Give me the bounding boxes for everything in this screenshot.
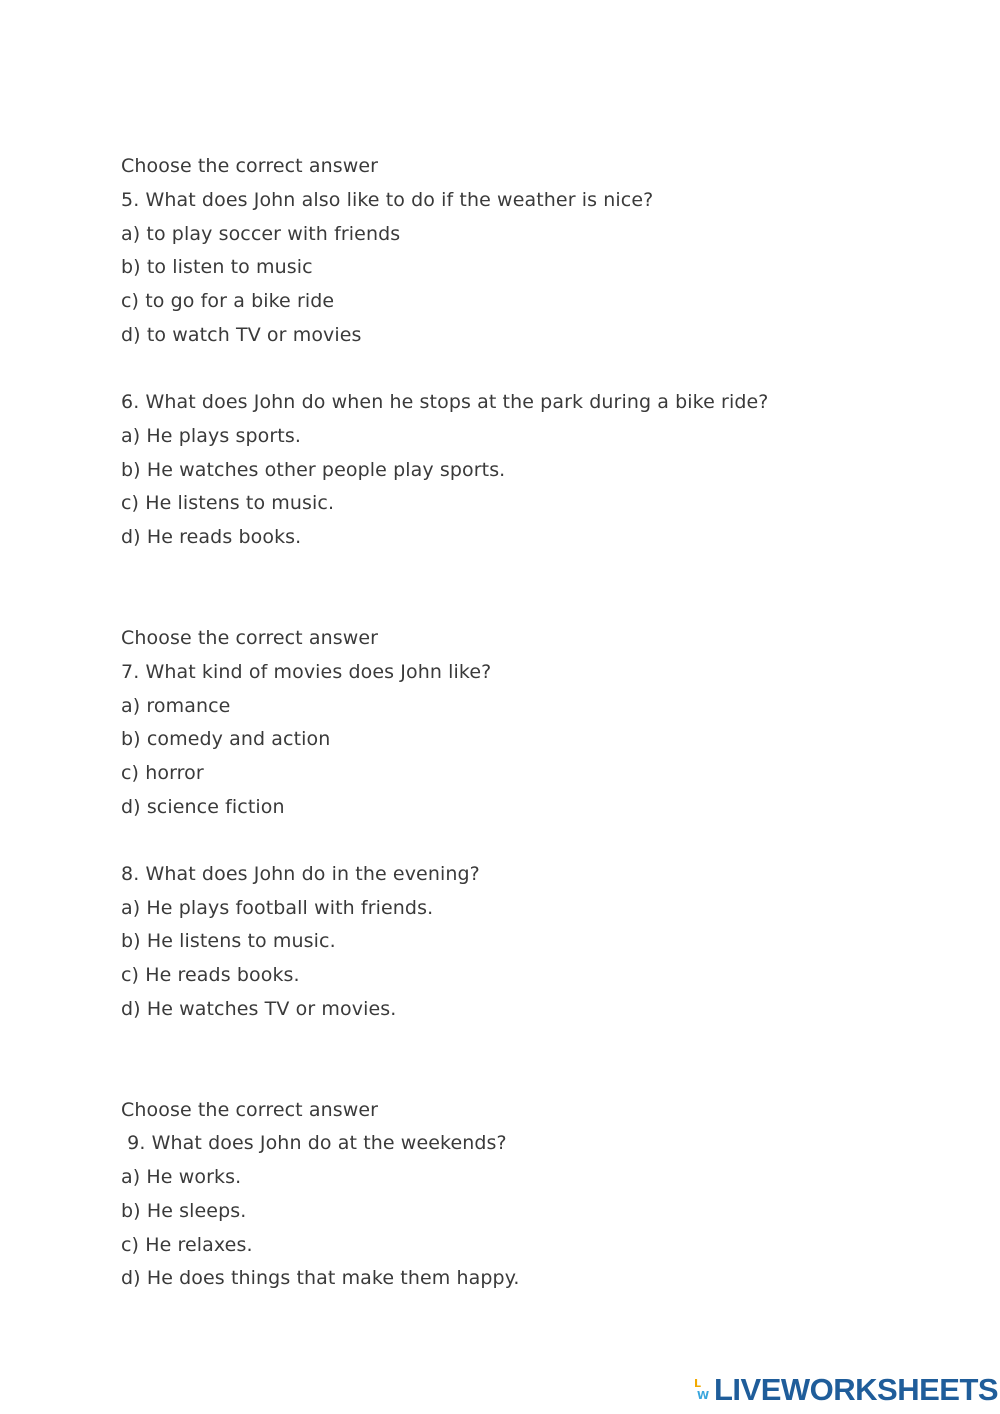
question-7: 7. What kind of movies does John like? <box>121 661 492 683</box>
q6-option-c: c) He listens to music. <box>121 492 335 514</box>
question-8: 8. What does John do in the evening? <box>121 863 480 885</box>
q6-option-b: b) He watches other people play sports. <box>121 459 506 481</box>
question-9: 9. What does John do at the weekends? <box>121 1132 507 1154</box>
q7-option-a: a) romance <box>121 695 231 717</box>
logo-mark-top-letter: L <box>694 1377 702 1390</box>
q8-option-d: d) He watches TV or movies. <box>121 998 397 1020</box>
q8-option-a: a) He plays football with friends. <box>121 897 434 919</box>
section-instruction: Choose the correct answer <box>121 155 379 177</box>
q7-option-b: b) comedy and action <box>121 728 331 750</box>
q7-option-c: c) horror <box>121 762 204 784</box>
q8-option-b: b) He listens to music. <box>121 930 336 952</box>
question-6: 6. What does John do when he stops at the park during a bike ride? <box>121 391 769 413</box>
q9-option-a: a) He works. <box>121 1166 242 1188</box>
liveworksheets-logo-icon <box>692 1377 712 1403</box>
section-instruction: Choose the correct answer <box>121 1099 379 1121</box>
logo-wordmark: LIVEWORKSHEETS <box>714 1372 999 1407</box>
logo-mark-bottom-letter: W <box>697 1389 710 1402</box>
liveworksheets-logo <box>692 1374 998 1406</box>
q5-option-c: c) to go for a bike ride <box>121 290 335 312</box>
q9-option-b: b) He sleeps. <box>121 1200 247 1222</box>
q5-option-a: a) to play soccer with friends <box>121 223 401 245</box>
q5-option-d: d) to watch TV or movies <box>121 324 362 346</box>
q7-option-d: d) science fiction <box>121 796 285 818</box>
q6-option-d: d) He reads books. <box>121 526 302 548</box>
q8-option-c: c) He reads books. <box>121 964 300 986</box>
q5-option-b: b) to listen to music <box>121 256 313 278</box>
question-5: 5. What does John also like to do if the weather is nice? <box>121 189 654 211</box>
q9-option-c: c) He relaxes. <box>121 1234 253 1256</box>
q6-option-a: a) He plays sports. <box>121 425 301 447</box>
q9-option-d: d) He does things that make them happy. <box>121 1267 520 1289</box>
section-instruction: Choose the correct answer <box>121 627 379 649</box>
